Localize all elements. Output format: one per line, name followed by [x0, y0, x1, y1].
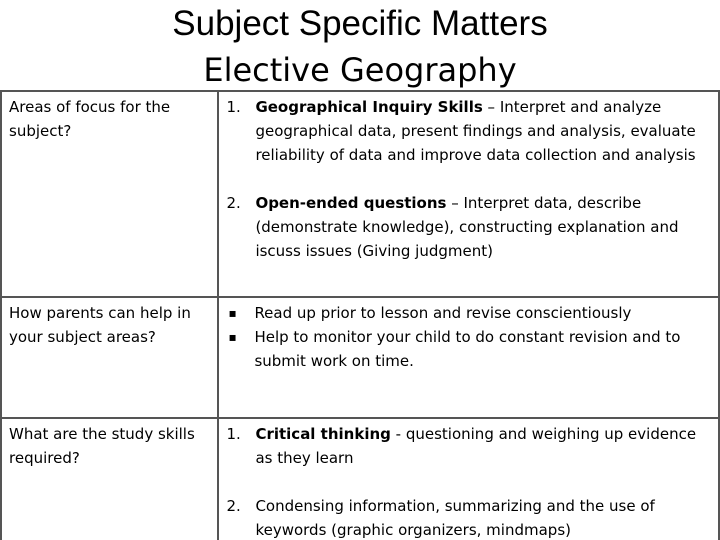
- square-bullet-icon: ▪: [228, 306, 237, 320]
- item-text: Condensing information, summarizing and the use of keywords (graphic organizers, mindmaps): [255, 497, 655, 539]
- item-number: 2.: [226, 497, 241, 515]
- item-heading: Open-ended questions: [255, 194, 447, 212]
- item-text: – Interpret data, describe (demonstrate knowledge), constructing explanation and iscuss issues (Giving judgment): [255, 194, 679, 260]
- item-number: 2.: [226, 194, 241, 212]
- list-item: [226, 191, 712, 263]
- page-title: Subject Specific Matters: [172, 4, 548, 43]
- list-item: [226, 422, 712, 470]
- item-text: Help to monitor your child to do constant revision and to submit work on time.: [254, 328, 681, 370]
- list-item: [226, 494, 712, 540]
- item-heading: Geographical Inquiry Skills: [255, 98, 483, 116]
- item-text: - questioning and weighing up evidence as they learn: [255, 425, 697, 467]
- row-question: Areas of focus for the subject?: [1, 91, 218, 297]
- row-answer: [218, 418, 719, 540]
- item-heading: Critical thinking: [255, 425, 391, 443]
- page-subtitle: Elective Geography: [203, 51, 517, 89]
- item-text: – Interpret and analyze geographical data, present findings and analysis, evaluate reliability of data and improve data collection and analysis: [255, 98, 696, 164]
- item-text: Read up prior to lesson and revise conscientiously: [254, 304, 632, 322]
- row-question: What are the study skills required?: [1, 418, 218, 540]
- item-number: 1.: [226, 98, 241, 116]
- row-question: How parents can help in your subject areas?: [1, 297, 218, 418]
- table-row: [1, 91, 719, 297]
- table-row: [1, 297, 719, 418]
- item-number: 1.: [226, 425, 241, 443]
- square-bullet-icon: ▪: [228, 330, 237, 344]
- list-item: [226, 325, 712, 373]
- row-answer: [218, 91, 719, 297]
- list-item: [226, 95, 712, 167]
- row-answer: [218, 297, 719, 418]
- info-table: [0, 90, 720, 540]
- table-row: [1, 418, 719, 540]
- list-item: [226, 301, 712, 325]
